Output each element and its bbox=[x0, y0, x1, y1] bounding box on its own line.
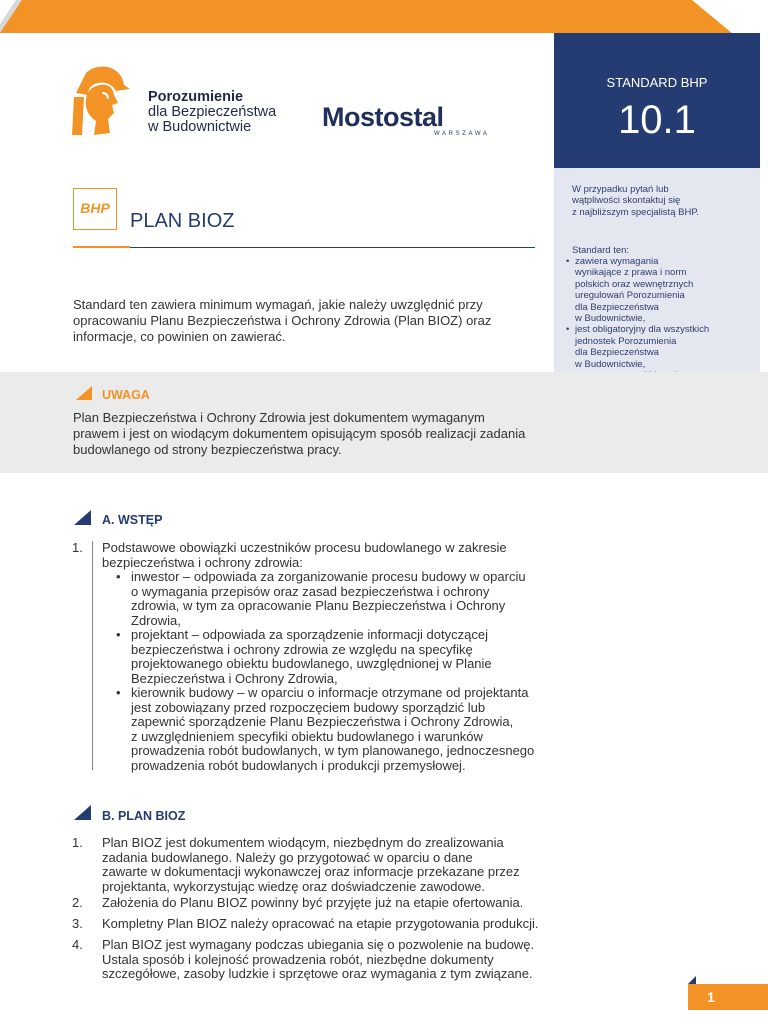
item-line: zadania budowlanego. Należy go przygotować w oparciu o dane bbox=[102, 849, 473, 865]
bullet-line: bezpieczeństwa i ochrony zdrowia ze względu na specyfikę bbox=[131, 641, 473, 657]
title-rule-accent bbox=[73, 246, 130, 248]
org-name-line2: dla Bezpieczeństwa bbox=[148, 104, 277, 120]
page-number-tab bbox=[688, 984, 768, 1010]
section-b-heading: B. PLAN BIOZ bbox=[102, 809, 186, 823]
item-text bbox=[102, 836, 542, 894]
bullet-line: • inwestor – odpowiada za zorganizowanie procesu budowy w oparciu bbox=[131, 569, 526, 584]
page-title: PLAN BIOZ bbox=[130, 210, 235, 232]
section-a-list-rule bbox=[92, 541, 93, 770]
scope-line: w Budownictwie, bbox=[575, 313, 646, 325]
item-line: Założenia do Planu BIOZ powinny być przyjęte już na etapie ofertowania. bbox=[102, 895, 524, 910]
section-b-triangle-icon bbox=[74, 805, 91, 820]
warning-line: budowlanego od strony bezpieczeństwa pracy. bbox=[73, 442, 342, 457]
standard-scope-title: Standard ten: bbox=[572, 245, 630, 256]
item-line: Ustala sposób i kolejność prowadzenia robót, niezbędne dokumenty bbox=[102, 951, 494, 967]
scope-line: uregulowań Porozumienia bbox=[575, 290, 685, 302]
bullet-line: zdrowia, w tym za opracowanie Planu Bezpieczeństwa i Ochrony bbox=[131, 598, 506, 613]
item-text bbox=[102, 917, 542, 932]
warning-text bbox=[73, 410, 543, 458]
section-b-item-3 bbox=[72, 917, 542, 932]
scope-line: • zawiera wymagania bbox=[575, 256, 659, 267]
stripe-corner bbox=[0, 0, 16, 24]
warning-heading: UWAGA bbox=[102, 388, 150, 402]
item-number: 2. bbox=[72, 895, 83, 910]
mostostal-city: WARSZAWA bbox=[434, 131, 490, 137]
scope-line: w Budownictwie, bbox=[575, 358, 646, 370]
section-b-item-4 bbox=[72, 938, 542, 982]
intro-paragraph bbox=[73, 297, 513, 345]
bullet-item bbox=[116, 686, 546, 773]
warning-triangle-icon bbox=[76, 386, 92, 400]
bullet-line: z uwzględnieniem specyfiki obiektu budowlanego i warunków bbox=[131, 728, 483, 744]
scope-line: polskich oraz wewnętrznych bbox=[575, 278, 694, 290]
contact-note bbox=[572, 184, 699, 218]
scope-line: dla Bezpieczeństwa bbox=[575, 347, 659, 359]
standard-box bbox=[554, 33, 760, 168]
page-fold-icon bbox=[692, 0, 732, 33]
section-b-item-2 bbox=[72, 896, 542, 911]
warning-line: prawem i jest on wiodącym dokumentem opisującym sposób realizacji zadania bbox=[73, 426, 526, 441]
bullet-line: Bezpieczeństwa i Ochrony Zdrowia, bbox=[131, 670, 338, 686]
item-number: 3. bbox=[72, 916, 83, 931]
org-name bbox=[148, 90, 276, 135]
item-number: 1. bbox=[72, 835, 83, 850]
scope-line: wynikające z prawa i norm bbox=[575, 267, 687, 279]
page-number: 1 bbox=[707, 989, 715, 1005]
item-line: Plan BIOZ jest wymagany podczas ubiegania się o pozwolenie na budowę. bbox=[102, 937, 535, 952]
standard-label: STANDARD BHP bbox=[606, 75, 708, 90]
bullet-line: projektowanego obiektu budowlanego, uwzględnionej w Planie bbox=[131, 656, 492, 671]
item-line: zawarte w dokumentacji wykonawczej oraz informacje przekazane przez bbox=[102, 864, 520, 879]
item-line: bezpieczeństwa i ochrony zdrowia: bbox=[102, 554, 303, 570]
item-line: szczegółowe, zasoby ludzkie i sprzętowe oraz wymagania z tym związane. bbox=[102, 966, 533, 981]
warning-line: Plan Bezpieczeństwa i Ochrony Zdrowia jest dokumentem wymaganym bbox=[73, 410, 485, 425]
item-number: 1. bbox=[72, 540, 83, 555]
item-number: 4. bbox=[72, 937, 83, 952]
bullet-line: • projektant – odpowiada za sporządzenie informacji dotyczącej bbox=[131, 627, 488, 642]
section-b-item-1 bbox=[72, 836, 542, 894]
scope-line: • jest obligatoryjny dla wszystkich bbox=[575, 324, 710, 336]
contact-line: wątpliwości skontaktuj się bbox=[572, 195, 681, 207]
item-line: Podstawowe obowiązki uczestników procesu budowlanego w zakresie bbox=[102, 540, 507, 555]
section-a-triangle-icon bbox=[74, 510, 91, 525]
org-name-line3: w Budownictwie bbox=[148, 119, 252, 135]
item-line: Kompletny Plan BIOZ należy opracować na etapie przygotowania produkcji. bbox=[102, 916, 539, 931]
header-stripe bbox=[0, 0, 700, 33]
section-a-heading: A. WSTĘP bbox=[102, 513, 163, 527]
org-name-line1: Porozumienie bbox=[148, 89, 244, 105]
section-a-item-1 bbox=[72, 541, 542, 570]
page-number-corner bbox=[688, 976, 696, 984]
title-rule bbox=[130, 247, 535, 248]
mostostal-wordmark: Mostostal bbox=[322, 102, 444, 132]
intro-line: opracowaniu Planu Bezpieczeństwa i Ochrony Zdrowia (Plan BIOZ) oraz bbox=[73, 313, 492, 328]
scope-line: jednostek Porozumienia bbox=[575, 335, 677, 347]
bhp-badge: BHP bbox=[73, 188, 117, 230]
bullet-line: zapewnić sporządzenie Planu Bezpieczeństwa i Ochrony Zdrowia, bbox=[131, 714, 514, 729]
bullet-item bbox=[116, 570, 546, 628]
mostostal-logo bbox=[322, 102, 490, 137]
item-line: Plan BIOZ jest dokumentem wiodącym, niezbędnym do zrealizowania bbox=[102, 835, 504, 850]
standard-number: 10.1 bbox=[618, 98, 696, 142]
contact-line: z najbliższym specjalistą BHP. bbox=[572, 206, 700, 218]
bullet-item bbox=[116, 628, 546, 686]
bullet-line: o wymagania przepisów oraz zasad bezpieczeństwa i ochrony bbox=[131, 583, 490, 599]
bullet-line: prowadzenia robót budowlanych, w tym planowanego, jednoczesnego bbox=[131, 743, 535, 758]
bullet-line: • kierownik budowy – w oparciu o informacje otrzymane od projektanta bbox=[131, 685, 529, 700]
item-text bbox=[102, 938, 542, 982]
intro-line: Standard ten zawiera minimum wymagań, jakie należy uwzględnić przy bbox=[73, 297, 483, 312]
porozumienie-logo-icon bbox=[70, 63, 132, 137]
item-text bbox=[102, 896, 542, 911]
bullet-line: jest zobowiązany przed rozpoczęciem budowy sporządzić lub bbox=[131, 699, 486, 715]
contact-line: W przypadku pytań lub bbox=[572, 184, 669, 195]
bullet-line: Zdrowia, bbox=[131, 612, 181, 628]
bullet-line: prowadzenia robót budowlanych i produkcji przemysłowej. bbox=[131, 757, 466, 773]
item-line: projektanta, wykorzystując wiedzę oraz doświadczenie zawodowe. bbox=[102, 878, 485, 894]
scope-item bbox=[565, 256, 750, 324]
section-a-bullets bbox=[116, 570, 546, 773]
scope-item bbox=[565, 324, 750, 370]
intro-line: informacje, co powinien on zawierać. bbox=[73, 329, 286, 344]
item-text bbox=[102, 541, 542, 570]
scope-line: dla Bezpieczeństwa bbox=[575, 301, 659, 313]
